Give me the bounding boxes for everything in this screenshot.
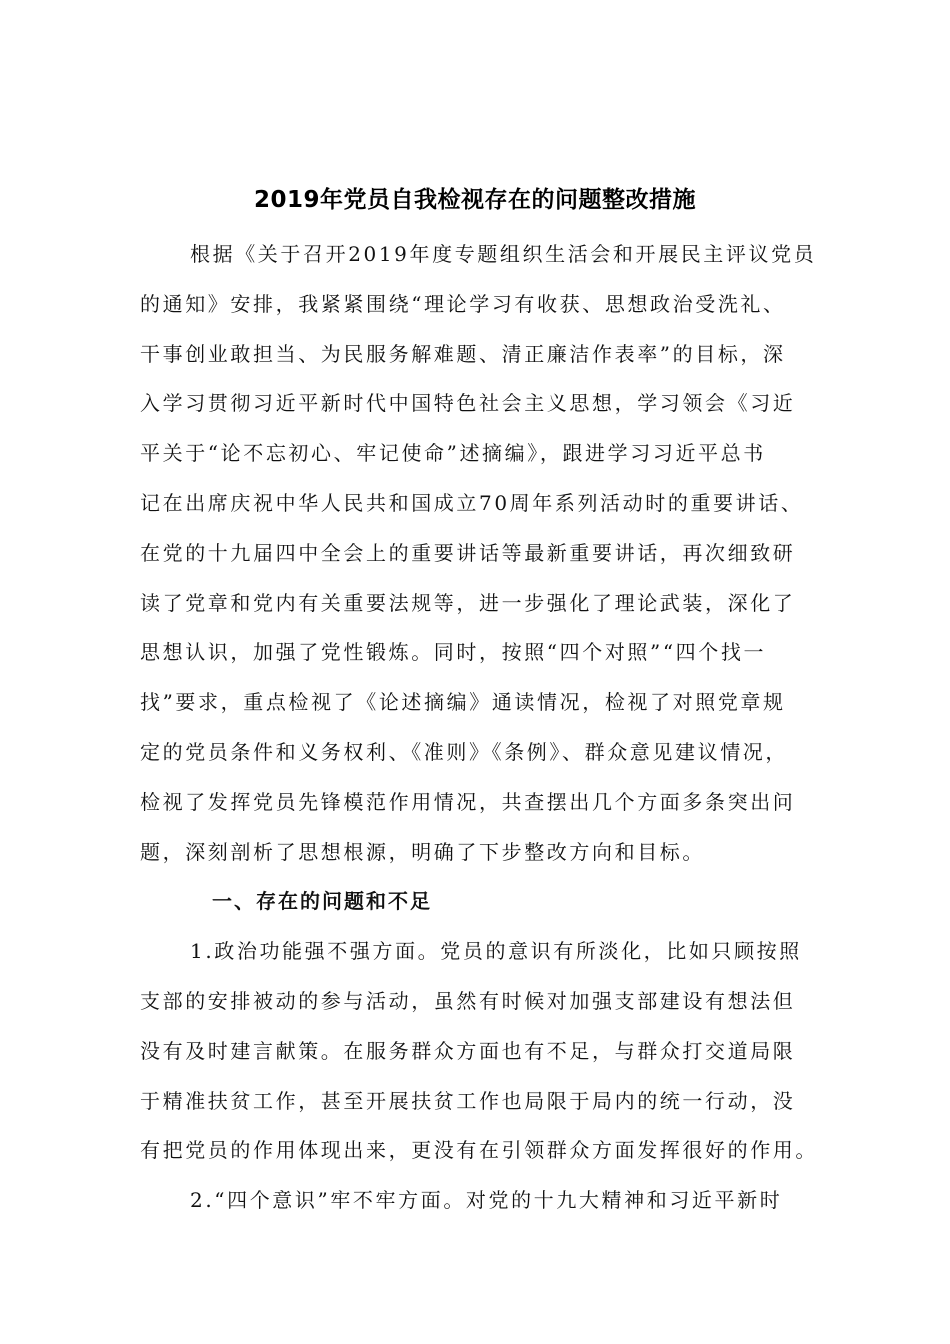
paragraph-line: 干事创业敢担当、为民服务解难题、清正廉洁作表率”的目标，深 (140, 341, 786, 366)
paragraph-line: 1.政治功能强不强方面。党员的意识有所淡化，比如只顾按照 (190, 939, 802, 964)
paragraph-line: 读了党章和党内有关重要法规等，进一步强化了理论武装，深化了 (140, 590, 796, 615)
section-heading: 一、存在的问题和不足 (212, 889, 432, 914)
paragraph-line: 题，深刻剖析了思想根源，明确了下步整改方向和目标。 (140, 839, 705, 864)
paragraph-line: 思想认识，加强了党性锻炼。同时，按照“四个对照”“四个找一 (140, 640, 767, 665)
paragraph-line: 入学习贯彻习近平新时代中国特色社会主义思想，学习领会《习近 (140, 391, 796, 416)
paragraph-line: 检视了发挥党员先锋模范作用情况，共查摆出几个方面多条突出问 (140, 789, 796, 814)
paragraph-line: 的通知》安排，我紧紧围绕“理论学习有收获、思想政治受洗礼、 (140, 291, 786, 316)
document-body (140, 230, 830, 1226)
paragraph-line: 支部的安排被动的参与活动，虽然有时候对加强支部建设有想法但 (140, 988, 796, 1013)
paragraph-line: 2.“四个意识”牢不牢方面。对党的十九大精神和习近平新时 (190, 1188, 783, 1213)
paragraph-line: 有把党员的作用体现出来，更没有在引领群众方面发挥很好的作用。 (140, 1138, 818, 1163)
paragraph-line: 根据《关于召开2019年度专题组织生活会和开展民主评议党员 (190, 242, 817, 266)
paragraph-line: 记在出席庆祝中华人民共和国成立70周年系列活动时的重要讲话、 (140, 490, 804, 515)
paragraph-line: 平关于“论不忘初心、牢记使命”述摘编》，跟进学习习近平总书 (140, 441, 766, 466)
paragraph-line: 找”要求，重点检视了《论述摘编》通读情况，检视了对照党章规 (140, 690, 786, 715)
paragraph-line: 没有及时建言献策。在服务群众方面也有不足，与群众打交道局限 (140, 1038, 796, 1063)
paragraph-line: 于精准扶贫工作，甚至开展扶贫工作也局限于局内的统一行动，没 (140, 1088, 796, 1113)
document-title: 2019年党员自我检视存在的问题整改措施 (253, 187, 696, 213)
paragraph-line: 定的党员条件和义务权利、《准则》《条例》、群众意见建议情况， (140, 739, 788, 764)
paragraph-line: 在党的十九届四中全会上的重要讲话等最新重要讲话，再次细致研 (140, 540, 796, 565)
